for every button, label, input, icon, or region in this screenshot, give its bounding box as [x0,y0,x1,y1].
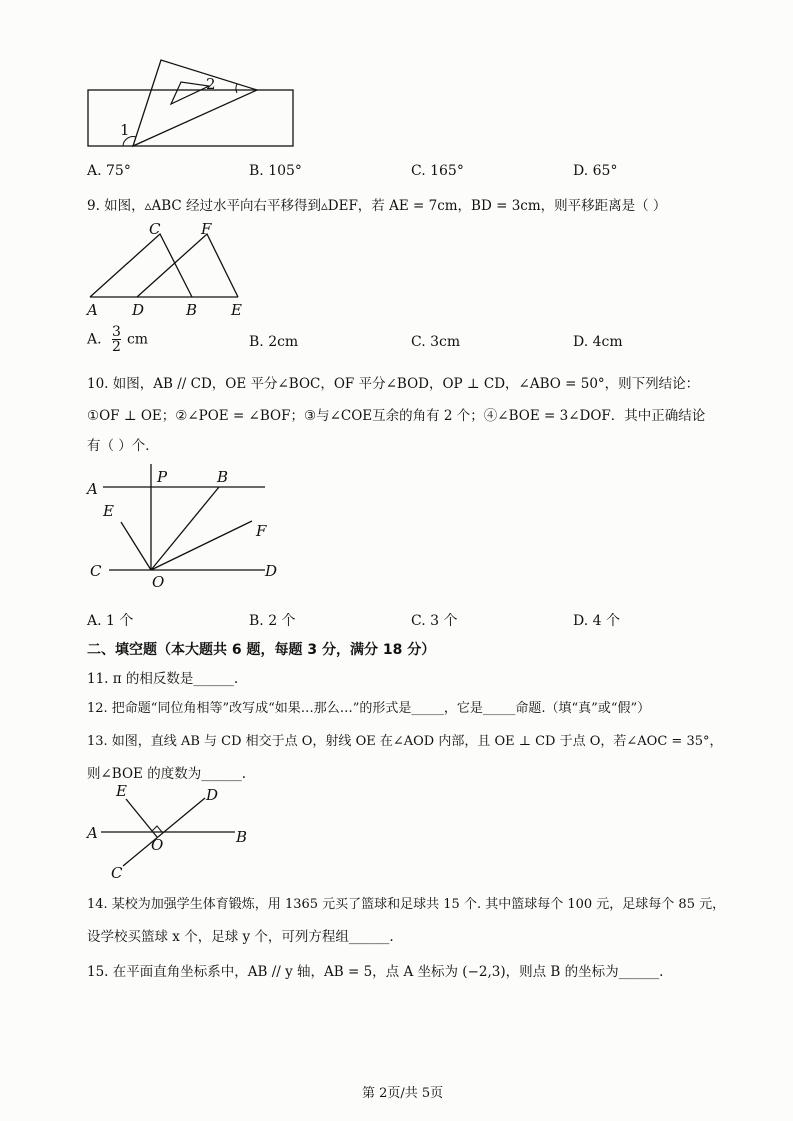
q13-label-b: B [236,828,248,846]
q13-label-e: E [116,782,127,800]
q13-figure [85,784,265,884]
q9-option-a [87,325,148,354]
q13-label-c: C [111,864,123,882]
q13-line-1: 13. 如图，直线 AB 与 CD 相交于点 O，射线 OE 在∠AOD 内部，且 OE ⊥ CD 于点 O，若∠AOC = 35°， [87,734,723,749]
q15-question: 15. 在平面直角坐标系中，AB // y 轴，AB = 5，点 A 坐标为 (−2,3)，则点 B 的坐标为______. [87,964,664,980]
q14-line-1: 14. 某校为加强学生体育锻炼，用 1365 元买了篮球和足球共 15 个. 其中篮球每个 100 元，足球每个 85 元， [87,897,726,912]
q8-triangle-inner [171,82,209,104]
q10-ray-of [151,521,252,570]
q10-label-p: P [157,468,168,486]
q10-line-3: 有（ ）个． [87,438,159,454]
q9-option-a-unit: cm [126,331,149,348]
q9-label-f: F [201,220,212,238]
q8-angle2-arc [236,84,237,93]
q8-rectangle [88,90,293,146]
q9-label-b: B [186,301,198,319]
q10-option-c: C. 3 个 [411,613,458,629]
q13-label-a: A [87,824,98,842]
q10-ray-ob [151,487,219,570]
q9-label-d: D [132,301,145,319]
q10-label-e: E [103,502,114,520]
section-2-heading: 二、填空题（本大题共 6 题，每题 3 分，满分 18 分） [87,642,436,658]
q8-option-d: D. 65° [573,163,618,179]
q10-ray-oe [121,522,151,570]
q12-question: 12. 把命题“同位角相等”改写成“如果…那么…”的形式是_____，它是_____命题.（填“真”或“假”） [87,701,651,716]
q9-label-a: A [87,301,98,319]
q9-option-c: C. 3cm [411,334,461,350]
q10-label-a: A [87,480,98,498]
q9-label-e: E [231,301,242,319]
q10-label-b: B [217,468,229,486]
q9-question: 9. 如图，▵ABC 经过水平向右平移得到▵DEF，若 AE = 7cm，BD = 3cm，则平移距离是（ ） [87,198,667,214]
q10-label-f: F [256,522,267,540]
q10-label-o: O [152,573,165,591]
q9-option-a-prefix: A. [87,331,102,348]
q9-option-b: B. 2cm [249,334,299,350]
q13-label-d: D [206,786,219,804]
q10-label-c: C [90,562,102,580]
q13-right-angle-mark [152,826,162,832]
q9-triangle-abc [90,234,192,297]
q10-option-a: A. 1 个 [87,613,134,629]
q8-label-2: 2 [206,75,216,93]
q9-option-a-fraction [112,325,121,354]
q9-figure [85,222,265,317]
q11-question: 11. π 的相反数是______. [87,671,239,687]
q10-line-2: ①OF ⊥ OE；②∠POE = ∠BOF；③与∠COE互余的角有 2 个；④∠BOE = 3∠DOF．其中正确结论 [87,408,706,424]
q8-option-b: B. 105° [249,163,302,179]
q10-option-d: D. 4 个 [573,613,620,629]
q9-option-d: D. 4cm [573,334,623,350]
q9-option-a-numerator: 3 [112,324,121,340]
q10-line-1: 10. 如图，AB // CD，OE 平分∠BOC，OF 平分∠BOD，OP ⊥ CD，∠ABO = 50°，则下列结论： [87,376,700,392]
q8-option-a: A. 75° [87,163,131,179]
q8-figure [85,58,305,139]
page-footer: 第 2页/共 5页 [362,1086,444,1101]
q8-triangle-outer [133,60,257,146]
q10-option-b: B. 2 个 [249,613,296,629]
q14-line-2: 设学校买篮球 x 个，足球 y 个，可列方程组______. [87,929,394,945]
q13-line-2: 则∠BOE 的度数为______. [87,766,246,782]
q9-option-a-denominator: 2 [112,339,121,355]
q8-option-c: C. 165° [411,163,464,179]
q10-label-d: D [265,562,278,580]
q10-figure [85,462,295,597]
q13-label-o: O [151,836,164,854]
q9-label-c: C [149,220,161,238]
q8-label-1: 1 [120,121,130,139]
